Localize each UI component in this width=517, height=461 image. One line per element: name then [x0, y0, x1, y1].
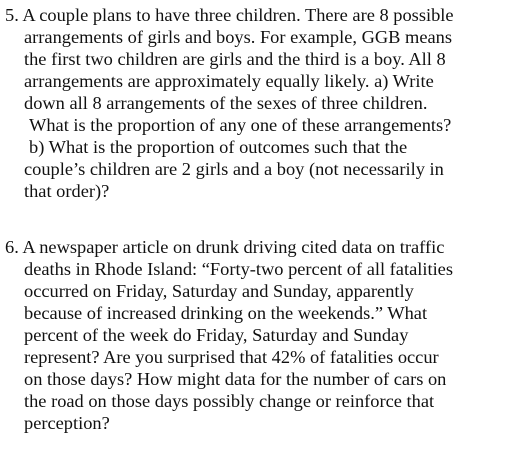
- problem-5-line-7: b) What is the proportion of outcomes such that the: [29, 137, 408, 157]
- problem-6-line-5: percent of the week do Friday, Saturday and Sunday: [24, 325, 409, 345]
- problem-5-line-2: arrangements of girls and boys. For example, GGB means: [24, 27, 452, 47]
- problem-6-line-8: the road on those days possibly change or reinforce that: [24, 391, 435, 411]
- problem-6-line-6: represent? Are you surprised that 42% of fatalities occur: [24, 347, 439, 367]
- problem-5-line-4: arrangements are approximately equally likely. a) Write: [24, 71, 434, 91]
- problem-6-line-4: because of increased drinking on the weekends.” What: [24, 303, 428, 323]
- problem-5-line-6: What is the proportion of any one of these arrangements?: [29, 115, 452, 135]
- problem-6-line-7: on those days? How might data for the number of cars on: [24, 369, 447, 389]
- problem-5-line-5: down all 8 arrangements of the sexes of three children.: [24, 93, 428, 113]
- problem-5-line-8: couple’s children are 2 girls and a boy (not necessarily in: [24, 159, 444, 179]
- problem-5-line-1: 5. A couple plans to have three children. There are 8 possible: [5, 5, 454, 25]
- problem-5-line-3: the first two children are girls and the third is a boy. All 8: [24, 49, 446, 69]
- problem-6-line-2: deaths in Rhode Island: “Forty-two percent of all fatalities: [24, 259, 453, 279]
- problem-5-line-9: that order)?: [24, 181, 110, 201]
- problem-6-line-3: occurred on Friday, Saturday and Sunday, apparently: [24, 281, 414, 301]
- problem-6-line-1: 6. A newspaper article on drunk driving cited data on traffic: [5, 237, 445, 257]
- problem-6-line-9: perception?: [24, 413, 110, 433]
